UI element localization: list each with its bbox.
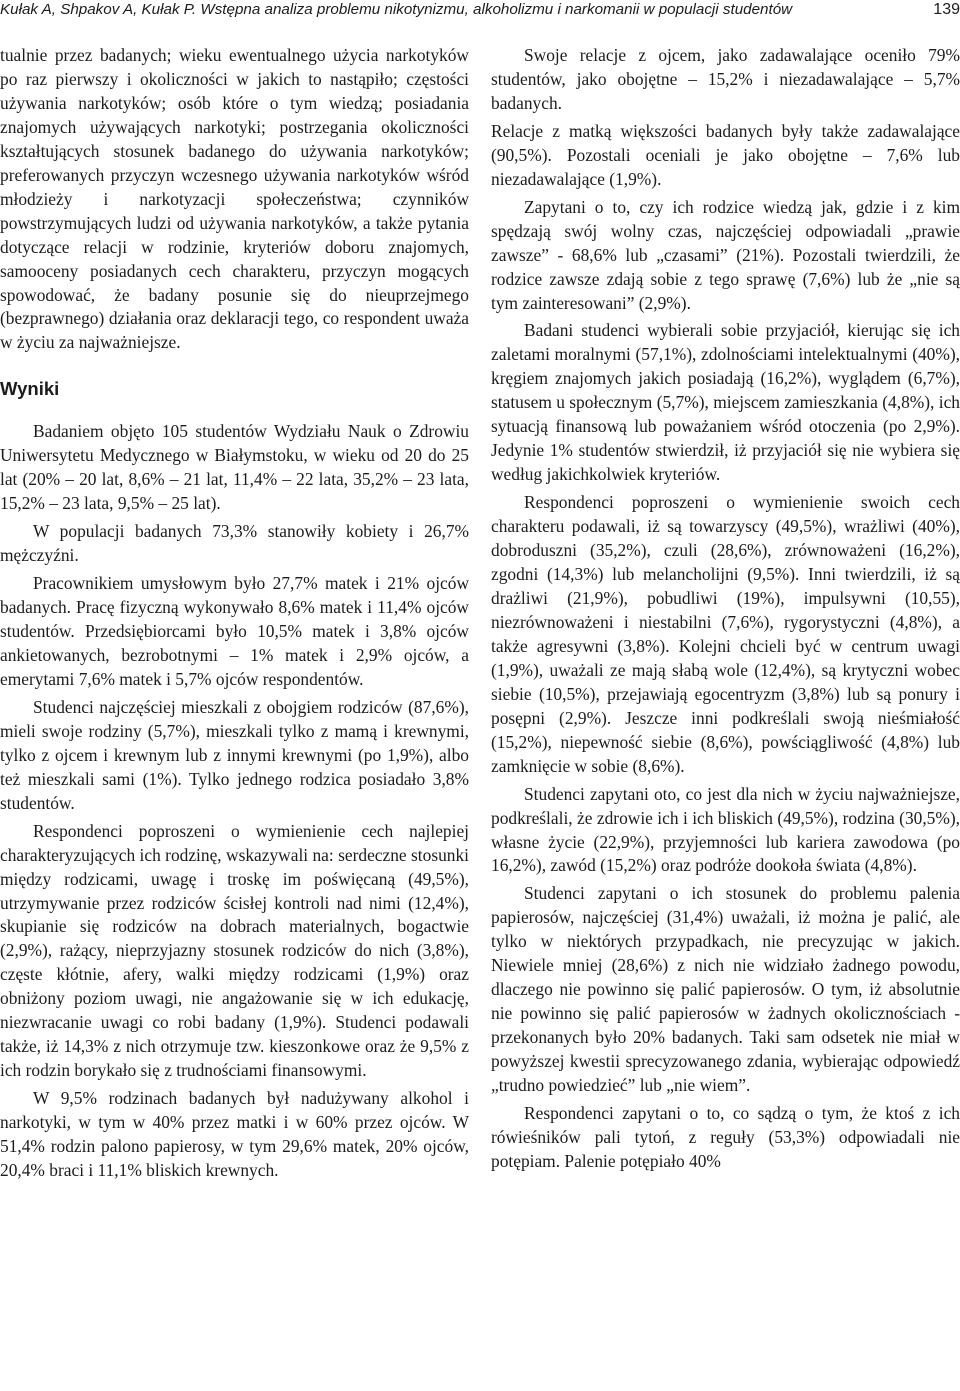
paragraph: tualnie przez badanych; wieku ewentualnego użycia narkotyków po raz pierwszy i okoliczności w jakich to nastąpiło; częstości używania narkotyków; osób które o tym wiedzą; posiadania znajomych używających narkotyki; postrzegania okoliczności kształtujących stosunek badanego do używania narkotyków; preferowanych przyczyn wczesnego używania narkotyków wśród młodzieży i narkotyzacji społeczeństwa; czynników powstrzymujących ludzi od używania narkotyków, a także pytania dotyczące relacji w rodzinie, kryteriów doboru znajomych, samooceny posiadanych cech charakteru, przyczyn mogących spowodować, że badany posunie się do nieuprzejmego (bezprawnego) działania oraz deklaracji tego, co respondent uważa w życiu za najważniejsze. [0, 45, 469, 353]
running-header [0, 0, 960, 22]
paragraph: Respondenci poproszeni o wymienienie cech najlepiej charakteryzujących ich rodzinę, wskazywali na: serdeczne stosunki między rodzicami, uwagę i troskę im poświęcaną (49,5%), utrzymywanie przez rodziców ścisłej kontroli nad nimi (12,4%), skupianie się rodziców na dobrach materialnych, bogactwie (2,9%), rażący, nieprzyjazny stosunek rodziców do nich (3,8%), częste kłótnie, afery, walki między rodzicami (1,9%) oraz obniżony poziom uwagi, nie angażowanie się w ich edukację, niezwracanie uwagi co robi badany (1,9%). Studenci podawali także, iż 14,3% z nich otrzymuje tzw. kieszonkowe oraz że 9,5% z ich rodzin borykało się z trudnościami finansowymi. [0, 820, 469, 1081]
paragraph: Studenci zapytani o ich stosunek do problemu palenia papierosów, najczęściej (31,4%) uważali, iż można je palić, ale tylko w niektórych przypadkach, nie precyzując w jakich. Niewiele mniej (28,6%) z nich nie widziało żadnego powodu, dlaczego nie powinno się palić papierosów. O tym, iż absolutnie nie powinno się palić papierosów w żadnych okolicznościach - przekonanych było 20% badanych. Taki sam odsetek nie miał w powyższej kwestii sprecyzowanego zdania, wybierając odpowiedź „trudno powiedzieć” lub „nie wiem”. [491, 883, 960, 1096]
paragraph: Badani studenci wybierali sobie przyjaciół, kierując się ich zaletami moralnymi (57,1%), zdolnościami intelektualnymi (40%), kręgiem znajomych jakich posiadają (16,2%), wyglądem (6,7%), statusem u społecznym (5,7%), miejscem zamieszkania (4,8%), ich sytuacją finansową lub poważaniem wśród otoczenia (po 2,9%). Jedynie 1% studentów stwierdził, iż przyjaciół się nie wybiera się według jakichkolwiek kryteriów. [491, 320, 960, 485]
paragraph: Studenci najczęściej mieszkali z obojgiem rodziców (87,6%), mieli swoje rodziny (5,7%), mieszkali tylko z mamą i krewnymi, tylko z ojcem i krewnym lub z innymi krewnymi (po 1,9%), albo też mieszkali sami (1%). Tylko jednego rodzica posiadało 3,8% studentów. [0, 696, 469, 813]
running-title: Kułak A, Shpakov A, Kułak P. Wstępna analiza problemu nikotynizmu, alkoholizmu i narkomanii w populacji studentów [0, 1, 793, 18]
paragraph: Studenci zapytani oto, co jest dla nich w życiu najważniejsze, podkreślali, że zdrowie ich i ich bliskich (49,5%), rodzina (30,5%), własne życie (22,9%), przyjemności lub kariera zawodowa (po 16,2%), zawód (15,2%) oraz podróże dookoła świata (4,8%). [491, 783, 960, 876]
right-column [491, 44, 960, 1187]
two-column-body [0, 44, 960, 1187]
paragraph: Respondenci zapytani o to, co sądzą o tym, że ktoś z ich rówieśników pali tytoń, z reguły (53,3%) odpowiadali nie potępiam. Palenie potępiało 40% [491, 1102, 960, 1171]
paragraph: Badaniem objęto 105 studentów Wydziału Nauk o Zdrowiu Uniwersytetu Medycznego w Białymstoku, w wieku od 20 do 25 lat (20% – 20 lat, 8,6% – 21 lat, 11,4% – 22 lata, 35,2% – 23 lata, 15,2% – 23 lata, 9,5% – 25 lat). [0, 421, 469, 514]
paragraph: Zapytani o to, czy ich rodzice wiedzą jak, gdzie i z kim spędzają swój wolny czas, najczęściej odpowiadali „prawie zawsze” - 68,6% lub „czasami” (21%). Pozostali twierdzili, że rodzice zawsze zdają sobie z tego sprawę (7,6%) lub że „nie są tym zainteresowani” (2,9%). [491, 196, 960, 313]
page-number: 139 [933, 1, 960, 18]
left-column [0, 44, 469, 1187]
section-heading-results: Wyniki [0, 378, 60, 400]
paragraph: Pracownikiem umysłowym było 27,7% matek i 21% ojców badanych. Pracę fizyczną wykonywało 8,6% matek i 11,4% ojców studentów. Przedsiębiorcami było 10,5% matek i 3,8% ojców ankietowanych, bezrobotnymi – 1% matek i 2,9% ojców, a emerytami 7,6% matek i 5,7% ojców respondentów. [0, 573, 469, 689]
paragraph: W 9,5% rodzinach badanych był nadużywany alkohol i narkotyki, w tym w 40% przez matki i w 60% przez ojców. W 51,4% rodzin palono papierosy, w tym 29,6% matek, 20% ojców, 20,4% braci i 11,1% bliskich krewnych. [0, 1088, 469, 1180]
paragraph: Relacje z matką większości badanych były także zadawalające (90,5%). Pozostali oceniali je jako obojętne – 7,6% lub niezadawalające (1,9%). [491, 120, 960, 189]
paragraph: Swoje relacje z ojcem, jako zadawalające oceniło 79% studentów, jako obojętne – 15,2% i niezadawalające – 5,7% badanych. [491, 45, 960, 113]
paragraph: Respondenci poproszeni o wymienienie swoich cech charakteru podawali, iż są towarzyscy (49,5%), wrażliwi (40%), dobroduszni (35,2%), czuli (28,6%), zrównoważeni (16,2%), zgodni (14,3%) lub melancholijni (9,5%). Inni twierdzili, iż są drażliwi (21,9%), pobudliwi (19%), impulsywni (10,55), niezrównoważeni i niestabilni (7,6%), rygorystyczni (4,8%), a także agresywni (3,8%). Kolejni chcieli być w centrum uwagi (1,9%), uważali ze mają słabą wole (12,4%), są krytyczni wobec siebie (10,5%), przejawiają egocentryzm (3,8%) lub są ponury i posępni (2,9%). Jeszcze inni podkreślali swoją nieśmiałość (15,2%), niepewność siebie (8,6%), powściągliwość (4,8%) lub zamknięcie w sobie (8,6%). [491, 492, 960, 776]
paragraph: W populacji badanych 73,3% stanowiły kobiety i 26,7% mężczyźni. [0, 521, 469, 566]
